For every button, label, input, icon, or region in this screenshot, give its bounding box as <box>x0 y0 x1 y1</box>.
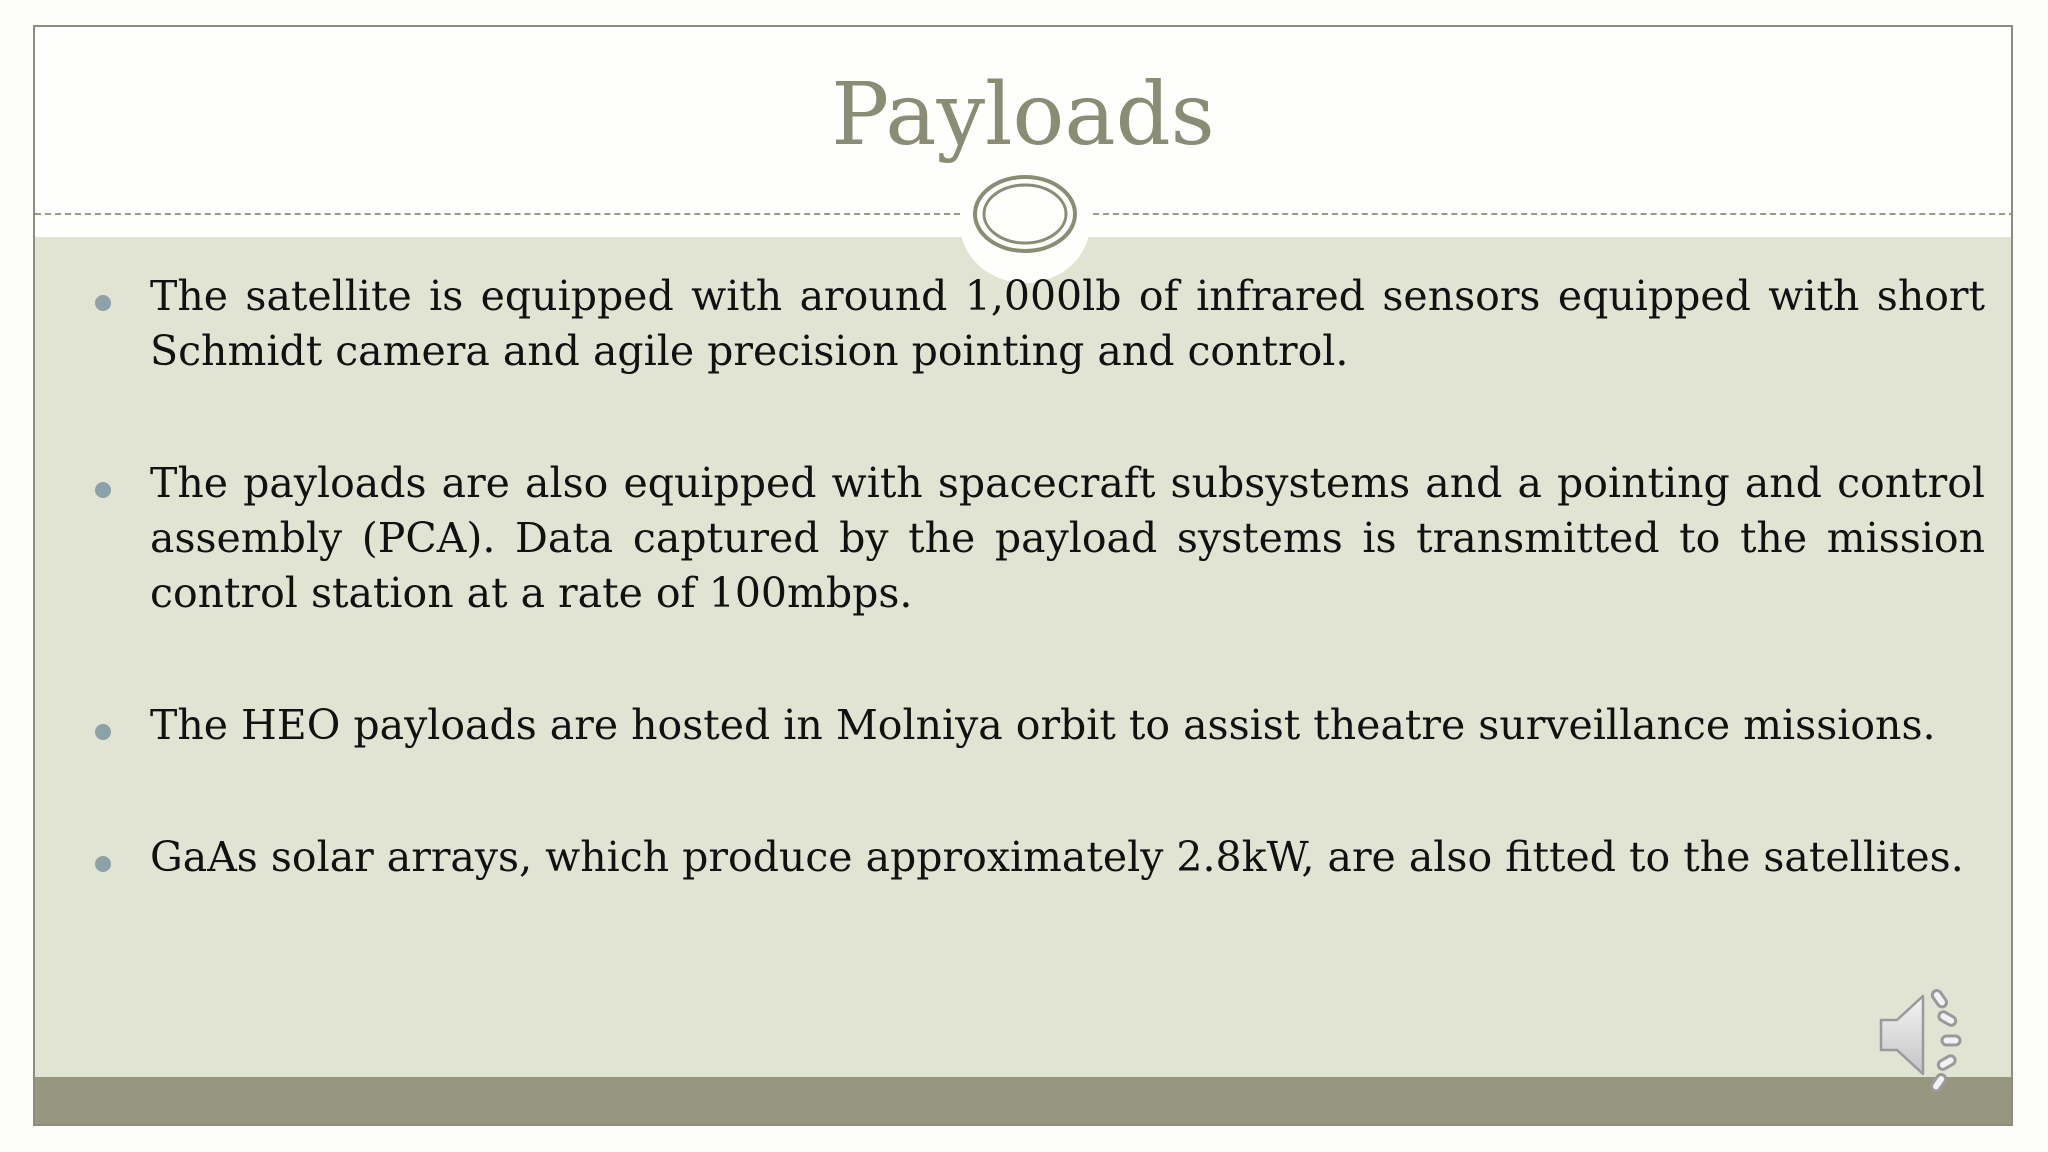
bullet-item: The HEO payloads are hosted in Molniya orbit to assist theatre surveillance missions. <box>150 701 1936 749</box>
ring-ornament-icon <box>960 165 1090 283</box>
bullet-dot-icon <box>95 724 111 740</box>
bullet-dot-icon <box>95 856 111 872</box>
bullet-dot-icon <box>95 482 111 498</box>
bottom-bar <box>35 1077 2011 1126</box>
speaker-icon[interactable] <box>1839 962 1979 1102</box>
divider-right <box>1093 213 2013 215</box>
divider-left <box>35 213 960 215</box>
slide <box>33 25 2013 1126</box>
slide-title: Payloads <box>831 65 1215 165</box>
bullet-item: The satellite is equipped with around 1,000lb of infrared sensors equipped with short Schmidt camera and agile precision pointing and control. <box>150 272 1985 375</box>
bullet-dot-icon <box>95 295 111 311</box>
bullet-item: The payloads are also equipped with spacecraft subsystems and a pointing and control assembly (PCA). Data captured by the payload systems is transmitted to the mission control station at a rate of 100mbps. <box>150 459 1985 617</box>
bullet-item: GaAs solar arrays, which produce approximately 2.8kW, are also fitted to the satellites. <box>150 833 1964 881</box>
